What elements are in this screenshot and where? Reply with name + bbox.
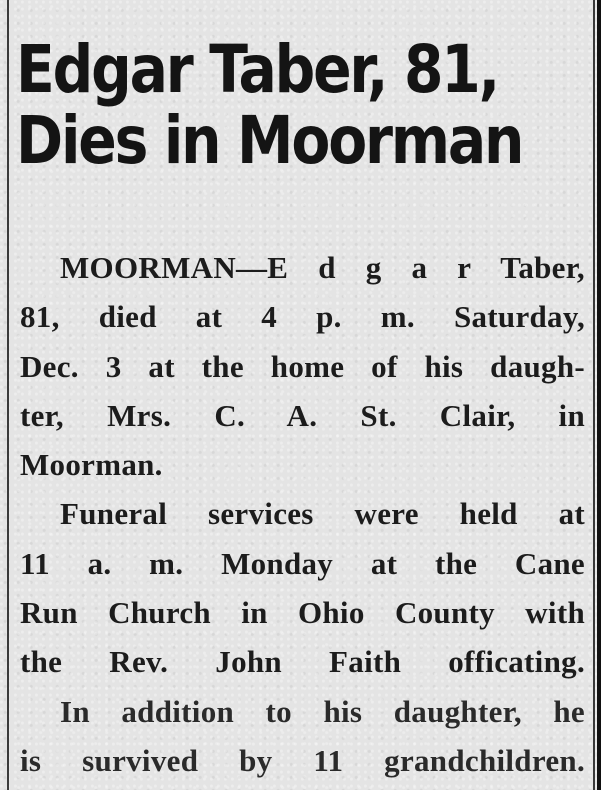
body-line: Moorman. [20, 447, 163, 483]
body-line: 11 a. m. Monday at the Cane [20, 545, 585, 581]
body-line: Dec. 3 at the home of his daugh- [20, 348, 585, 384]
column-rule-left [7, 0, 9, 790]
paragraph-funeral [20, 489, 585, 686]
headline-line-1: Edgar Taber, 81, [16, 31, 499, 108]
headline-line-2: Dies in Moorman [16, 102, 523, 179]
body-line: Run Church in Ohio County with [20, 595, 585, 631]
body-line: is survived by 11 grandchildren. [20, 742, 585, 778]
body-line: MOORMAN—E d g a r Taber, [60, 250, 585, 285]
article-body [20, 243, 585, 785]
body-line: ter, Mrs. C. A. St. Clair, in [20, 397, 585, 433]
paragraph-survivors [20, 687, 585, 786]
headline [16, 31, 523, 179]
clipping-edge-right [597, 0, 601, 790]
body-line: In addition to his daughter, he [60, 693, 585, 729]
paragraph-dateline [20, 243, 585, 489]
body-line: Funeral services were held at [60, 496, 585, 532]
column-rule-right [593, 0, 595, 790]
body-line: the Rev. John Faith officating. [20, 644, 585, 680]
body-line: 81, died at 4 p. m. Saturday, [20, 299, 585, 335]
